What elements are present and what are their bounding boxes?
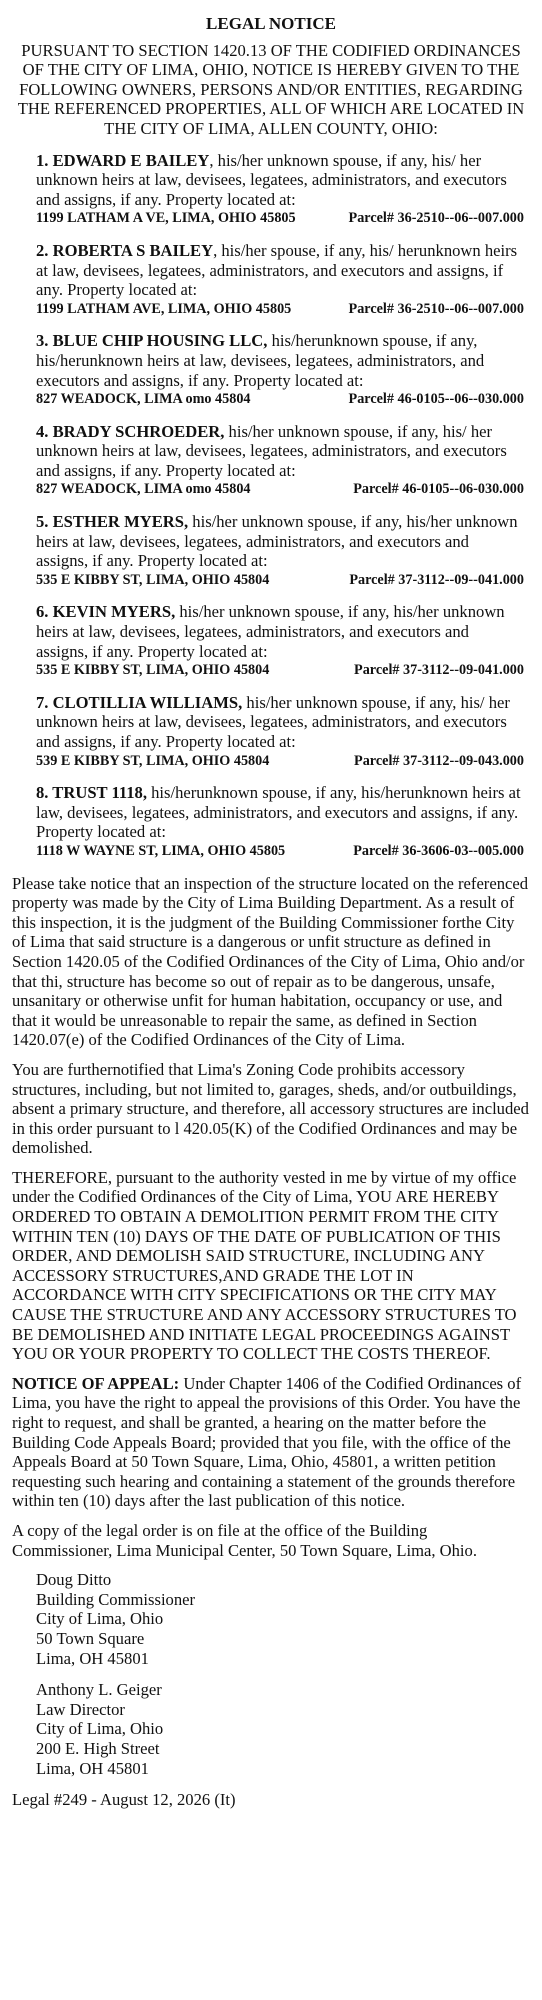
property-address: 1118 W WAYNE ST, LIMA, OHIO 45805 (36, 842, 286, 859)
owner-name: 4. BRADY SCHROEDER, (36, 421, 225, 441)
owner-entry (36, 241, 524, 319)
owner-text: , his/her unknown spouse, if any, his/ her unknown heirs at law, devisees, legatees, administrators, and executors and assigns, if any. Property located at: (36, 150, 507, 209)
owner-text: his/her unknown spouse, if any, his/ her unknown heirs at law, devisees, legatees, administrators, and executors and assigns, if any. Property located at: (36, 421, 507, 480)
property-address: 535 E KIBBY ST, LIMA, OHIO 45804 (36, 662, 270, 679)
property-address: 1199 LATHAM AVE, LIMA, OHIO 45805 (36, 300, 292, 317)
parcel-number: Parcel# 37-3112--09--041.000 (349, 571, 524, 588)
signature-line: City of Lima, Ohio (36, 1609, 164, 1629)
property-line (36, 752, 524, 772)
inspection-paragraph: Please take notice that an inspection of the structure located on the referenced property was made by the City of Lima Building Department. As a result of this inspection, it is the judgment of the Building Commissioner forthe City of Lima that said structure is a dangerous or unfit structure as defined in Section 1420.05 of the Codified Ordinances of the City of Lima, Ohio and/or that thi, structure has become so out of repair as to be dangerous, unsafe, unsanitary or otherwise unfit for human habitation, occupancy or use, and that it would be unreasonable to repair the same, as defined in Section 1420.07(e) of the Codified Ordinances of the City of Lima. (12, 873, 529, 1050)
owner-text: his/herunknown spouse, if any, his/herunknown heirs at law, devisees, legatees, administrators, and executors and assigns, if any. Property located at: (36, 331, 485, 390)
intro-paragraph: PURSUANT TO SECTION 1420.13 OF THE CODIFIED ORDINANCES OF THE CITY OF LIMA, OHIO, NOTICE IS HEREBY GIVEN TO THE FOLLOWING OWNERS, PERSONS AND/OR ENTITIES, REGARDING THE REFERENCED PROPERTIES, ALL OF WHICH ARE LOCATED IN THE CITY OF LIMA, ALLEN COUNTY, OHIO: (17, 40, 525, 138)
signature-line: Lima, OH 45801 (36, 1648, 149, 1668)
owner-name: 1. EDWARD E BAILEY (36, 150, 210, 170)
owner-description (36, 783, 524, 842)
copy-paragraph: A copy of the legal order is on file at the office of the Building Commissioner, Lima Municipal Center, 50 Town Square, Lima, Ohio. (12, 1520, 477, 1560)
owner-text: his/herunknown spouse, if any, his/herunknown heirs at law, devisees, legatees, administrators, and executors and assigns, if any. Property located at: (36, 783, 521, 842)
parcel-number: Parcel# 36-2510--06--007.000 (348, 210, 524, 227)
signature-line: Doug Ditto (36, 1570, 112, 1590)
owner-entry (36, 693, 524, 771)
parcel-number: Parcel# 46-0105--06--030.000 (348, 391, 524, 408)
owners-list (12, 151, 530, 862)
owner-entry (36, 512, 524, 590)
zoning-paragraph: You are furthernotified that Lima's Zoning Code prohibits accessory structures, including, but not limited to, garages, sheds, and/or outbuildings, absent a primary structure, and therefore, all accessory structures are included in this order pursuant to l 420.05(K) of the Codified Ordinances and may be demolished. (12, 1059, 529, 1158)
owner-name: 6. KEVIN MYERS, (36, 602, 176, 622)
signatures (12, 1570, 530, 1778)
property-line (36, 390, 524, 410)
property-line (36, 300, 524, 320)
appeal-text: Under Chapter 1406 of the Codified Ordinances of Lima, you have the right to appeal the provisions of this Order. You have the right to request, and shall be granted, a hearing on the matter before the Building Code Appeals Board; provided that you file, with the office of the Appeals Board at 50 Town Square, Lima, Ohio, 45801, a written petition requesting such hearing and containing a statement of the grounds therefore within ten (10) days after the last publication of this notice. (12, 1373, 522, 1511)
property-line (36, 571, 524, 591)
owner-description (36, 602, 524, 661)
owner-name: 5. ESTHER MYERS, (36, 512, 189, 532)
property-line (36, 842, 524, 862)
property-address: 827 WEADOCK, LIMA omo 45804 (36, 391, 251, 408)
owner-text: his/her unknown spouse, if any, his/her unknown heirs at law, devisees, legatees, administrators, and executors and assigns, if any. Property located at: (36, 602, 505, 661)
owner-text: his/her unknown spouse, if any, his/ her unknown heirs at law, devisees, legatees, administrators, and executors and assigns, if any. Property located at: (36, 692, 510, 751)
owner-name: 8. TRUST 1118, (36, 783, 147, 803)
signature-line: Building Commissioner (36, 1589, 196, 1609)
parcel-number: Parcel# 37-3112--09-041.000 (354, 662, 524, 679)
property-line (36, 209, 524, 229)
property-address: 539 E KIBBY ST, LIMA, OHIO 45804 (36, 752, 270, 769)
legal-footer: Legal #249 - August 12, 2026 (It) (12, 1790, 236, 1810)
signature-block (36, 1680, 530, 1778)
property-address: 535 E KIBBY ST, LIMA, OHIO 45804 (36, 571, 270, 588)
owner-name: 7. CLOTILLIA WILLIAMS, (36, 692, 243, 712)
signature-block (36, 1570, 530, 1668)
owner-entry (36, 422, 524, 500)
owner-text: his/her unknown spouse, if any, his/her unknown heirs at law, devisees, legatees, administrators, and executors and assigns, if any. Property located at: (36, 512, 518, 571)
property-line (36, 480, 524, 500)
signature-line: Lima, OH 45801 (36, 1758, 149, 1778)
owner-description (36, 422, 524, 481)
appeal-heading: NOTICE OF APPEAL: (12, 1373, 180, 1393)
owner-name: 3. BLUE CHIP HOUSING LLC, (36, 331, 268, 351)
owner-entry (36, 783, 524, 861)
signature-line: 200 E. High Street (36, 1738, 160, 1758)
notice-title: LEGAL NOTICE (206, 14, 336, 33)
property-address: 1199 LATHAM A VE, LIMA, OHIO 45805 (36, 210, 296, 227)
parcel-number: Parcel# 36-2510--06--007.000 (348, 300, 524, 317)
owner-entry (36, 602, 524, 680)
signature-line: 50 Town Square (36, 1628, 145, 1648)
parcel-number: Parcel# 37-3112--09-043.000 (354, 752, 524, 769)
parcel-number: Parcel# 36-3606-03--005.000 (353, 842, 524, 859)
appeal-paragraph (12, 1374, 530, 1511)
property-line (36, 661, 524, 681)
signature-line: Anthony L. Geiger (36, 1680, 162, 1700)
parcel-number: Parcel# 46-0105--06-030.000 (353, 481, 524, 498)
owner-description (36, 151, 524, 210)
property-address: 827 WEADOCK, LIMA omo 45804 (36, 481, 251, 498)
signature-line: Law Director (36, 1699, 125, 1719)
owner-description (36, 331, 524, 390)
owner-description (36, 512, 524, 571)
owner-description (36, 693, 524, 752)
owner-description (36, 241, 524, 300)
owner-entry (36, 331, 524, 409)
order-paragraph: THEREFORE, pursuant to the authority vested in me by virtue of my office under the Codified Ordinances of the City of Lima, YOU ARE HEREBY ORDERED TO OBTAIN A DEMOLITION PERMIT FROM THE CITY WITHIN TEN (10) DAYS OF THE DATE OF PUBLICATION OF THIS ORDER, AND DEMOLISH SAID STRUCTURE, INCLUDING ANY ACCESSORY STRUCTURES,AND GRADE THE LOT IN ACCORDANCE WITH CITY SPECIFICATIONS OR THE CITY MAY CAUSE THE STRUCTURE AND ANY ACCESSORY STRUCTURES TO BE DEMOLISHED AND INITIATE LEGAL PROCEEDINGS AGAINST YOU OR YOUR PROPERTY TO COLLECT THE COSTS THEREOF. (12, 1167, 517, 1364)
owner-entry (36, 151, 524, 229)
signature-line: City of Lima, Ohio (36, 1719, 164, 1739)
owner-name: 2. ROBERTA S BAILEY (36, 240, 214, 260)
owner-text: , his/her spouse, if any, his/ herunknown heirs at law, devisees, legatees, administrators, and executors and assigns, if any. Property located at: (36, 240, 518, 300)
